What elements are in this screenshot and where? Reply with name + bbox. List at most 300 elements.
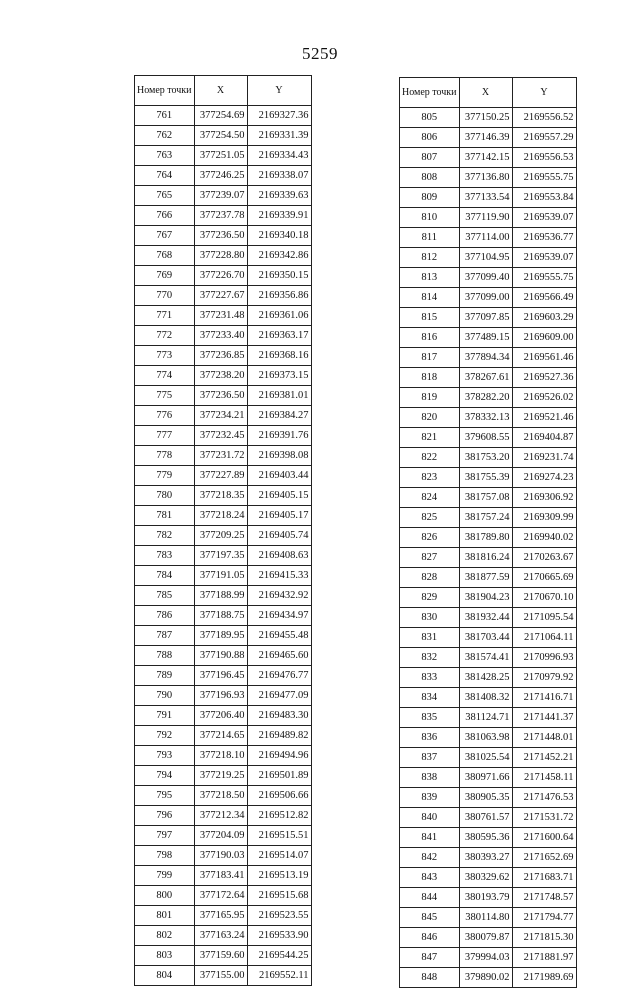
table-row — [400, 448, 577, 468]
y-coordinate-cell: 2169231.74 — [512, 448, 576, 468]
y-coordinate-cell: 2169334.43 — [247, 146, 311, 166]
x-coordinate-cell: 377183.41 — [194, 866, 247, 886]
x-coordinate-cell: 377133.54 — [459, 188, 512, 208]
table-row — [135, 286, 312, 306]
table-row — [135, 546, 312, 566]
table-row — [135, 746, 312, 766]
table-row — [400, 368, 577, 388]
y-coordinate-cell: 2171448.01 — [512, 728, 576, 748]
table-row — [135, 306, 312, 326]
point-number-cell: 841 — [400, 828, 460, 848]
y-coordinate-cell: 2171683.71 — [512, 868, 576, 888]
x-coordinate-cell: 377190.03 — [194, 846, 247, 866]
table-row — [400, 528, 577, 548]
point-number-cell: 779 — [135, 466, 195, 486]
y-coordinate-cell: 2169455.48 — [247, 626, 311, 646]
point-number-cell: 775 — [135, 386, 195, 406]
point-number-cell: 793 — [135, 746, 195, 766]
table-row — [400, 708, 577, 728]
point-number-cell: 791 — [135, 706, 195, 726]
x-coordinate-cell: 377218.24 — [194, 506, 247, 526]
x-coordinate-cell: 381124.71 — [459, 708, 512, 728]
x-coordinate-cell: 377236.50 — [194, 386, 247, 406]
point-number-cell: 827 — [400, 548, 460, 568]
x-coordinate-cell: 377099.40 — [459, 268, 512, 288]
point-number-cell: 846 — [400, 928, 460, 948]
y-coordinate-cell: 2170996.93 — [512, 648, 576, 668]
table-row — [135, 126, 312, 146]
point-number-cell: 816 — [400, 328, 460, 348]
y-coordinate-cell: 2171476.53 — [512, 788, 576, 808]
y-coordinate-cell: 2169331.39 — [247, 126, 311, 146]
table-row — [135, 346, 312, 366]
y-coordinate-cell: 2169408.63 — [247, 546, 311, 566]
x-coordinate-cell: 377204.09 — [194, 826, 247, 846]
y-coordinate-cell: 2169555.75 — [512, 268, 576, 288]
y-coordinate-cell: 2169521.46 — [512, 408, 576, 428]
table-row — [135, 526, 312, 546]
point-number-cell: 788 — [135, 646, 195, 666]
point-number-cell: 818 — [400, 368, 460, 388]
x-coordinate-cell: 377188.75 — [194, 606, 247, 626]
y-coordinate-cell: 2169544.25 — [247, 946, 311, 966]
table-row — [400, 148, 577, 168]
table-row — [400, 348, 577, 368]
point-number-cell: 784 — [135, 566, 195, 586]
x-coordinate-cell: 377189.95 — [194, 626, 247, 646]
y-coordinate-cell: 2169465.60 — [247, 646, 311, 666]
point-number-cell: 828 — [400, 568, 460, 588]
table-row — [400, 848, 577, 868]
x-coordinate-cell: 377227.89 — [194, 466, 247, 486]
point-number-cell: 844 — [400, 888, 460, 908]
y-coordinate-cell: 2169539.07 — [512, 208, 576, 228]
point-number-cell: 766 — [135, 206, 195, 226]
y-coordinate-cell: 2171531.72 — [512, 808, 576, 828]
point-number-cell: 761 — [135, 106, 195, 126]
point-number-cell: 799 — [135, 866, 195, 886]
y-coordinate-cell: 2169526.02 — [512, 388, 576, 408]
point-number-cell: 803 — [135, 946, 195, 966]
point-number-cell: 839 — [400, 788, 460, 808]
table-row — [400, 508, 577, 528]
x-coordinate-cell: 381408.32 — [459, 688, 512, 708]
x-coordinate-cell: 377237.78 — [194, 206, 247, 226]
x-coordinate-cell: 379890.02 — [459, 968, 512, 988]
y-coordinate-cell: 2169609.00 — [512, 328, 576, 348]
point-number-cell: 838 — [400, 768, 460, 788]
point-number-cell: 835 — [400, 708, 460, 728]
y-coordinate-cell: 2169556.52 — [512, 108, 576, 128]
point-number-cell: 848 — [400, 968, 460, 988]
table-row — [135, 266, 312, 286]
x-coordinate-cell: 381904.23 — [459, 588, 512, 608]
table-row — [135, 626, 312, 646]
table-row — [400, 668, 577, 688]
x-coordinate-cell: 377232.45 — [194, 426, 247, 446]
y-coordinate-cell: 2171652.69 — [512, 848, 576, 868]
table-row — [400, 688, 577, 708]
table-row — [400, 728, 577, 748]
point-number-cell: 781 — [135, 506, 195, 526]
y-coordinate-cell: 2171815.30 — [512, 928, 576, 948]
x-coordinate-cell: 377206.40 — [194, 706, 247, 726]
point-number-cell: 811 — [400, 228, 460, 248]
y-coordinate-cell: 2169356.86 — [247, 286, 311, 306]
x-coordinate-cell: 377172.64 — [194, 886, 247, 906]
point-number-cell: 783 — [135, 546, 195, 566]
table-row — [400, 608, 577, 628]
x-coordinate-cell: 377251.05 — [194, 146, 247, 166]
y-coordinate-cell: 2171794.77 — [512, 908, 576, 928]
table-row — [400, 748, 577, 768]
table-row — [135, 786, 312, 806]
table-row — [400, 488, 577, 508]
table-row — [135, 726, 312, 746]
x-coordinate-cell: 377489.15 — [459, 328, 512, 348]
point-number-cell: 802 — [135, 926, 195, 946]
point-number-cell: 840 — [400, 808, 460, 828]
y-coordinate-cell: 2169494.96 — [247, 746, 311, 766]
y-coordinate-cell: 2169368.16 — [247, 346, 311, 366]
x-coordinate-cell: 377231.48 — [194, 306, 247, 326]
y-coordinate-cell: 2169515.51 — [247, 826, 311, 846]
point-number-cell: 797 — [135, 826, 195, 846]
table-row — [400, 328, 577, 348]
point-number-cell: 777 — [135, 426, 195, 446]
y-coordinate-cell: 2169373.15 — [247, 366, 311, 386]
point-number-cell: 809 — [400, 188, 460, 208]
point-number-cell: 826 — [400, 528, 460, 548]
table-row — [135, 846, 312, 866]
table-row — [135, 386, 312, 406]
x-coordinate-cell: 377196.93 — [194, 686, 247, 706]
table-header-row — [400, 78, 577, 108]
table-row — [135, 766, 312, 786]
x-coordinate-cell: 377165.95 — [194, 906, 247, 926]
x-coordinate-cell: 377238.20 — [194, 366, 247, 386]
table-row — [400, 388, 577, 408]
x-coordinate-cell: 377136.80 — [459, 168, 512, 188]
table-row — [400, 168, 577, 188]
point-number-cell: 780 — [135, 486, 195, 506]
point-number-cell: 772 — [135, 326, 195, 346]
coordinates-table-left — [134, 75, 312, 986]
y-coordinate-cell: 2169415.33 — [247, 566, 311, 586]
point-number-cell: 767 — [135, 226, 195, 246]
x-coordinate-cell: 380761.57 — [459, 808, 512, 828]
table-row — [135, 926, 312, 946]
point-number-cell: 830 — [400, 608, 460, 628]
point-number-cell: 831 — [400, 628, 460, 648]
table-row — [400, 828, 577, 848]
table-row — [135, 566, 312, 586]
coordinates-table-right — [399, 77, 577, 988]
header-y: Y — [512, 78, 576, 108]
x-coordinate-cell: 377163.24 — [194, 926, 247, 946]
y-coordinate-cell: 2169342.86 — [247, 246, 311, 266]
x-coordinate-cell: 381877.59 — [459, 568, 512, 588]
x-coordinate-cell: 381753.20 — [459, 448, 512, 468]
y-coordinate-cell: 2169361.06 — [247, 306, 311, 326]
table-row — [135, 326, 312, 346]
point-number-cell: 790 — [135, 686, 195, 706]
y-coordinate-cell: 2169527.36 — [512, 368, 576, 388]
point-number-cell: 794 — [135, 766, 195, 786]
y-coordinate-cell: 2169432.92 — [247, 586, 311, 606]
table-row — [400, 768, 577, 788]
x-coordinate-cell: 377228.80 — [194, 246, 247, 266]
point-number-cell: 763 — [135, 146, 195, 166]
table-row — [400, 308, 577, 328]
x-coordinate-cell: 377155.00 — [194, 966, 247, 986]
table-row — [400, 108, 577, 128]
table-row — [400, 568, 577, 588]
x-coordinate-cell: 377104.95 — [459, 248, 512, 268]
y-coordinate-cell: 2169533.90 — [247, 926, 311, 946]
table-body-left — [135, 106, 312, 986]
y-coordinate-cell: 2169340.18 — [247, 226, 311, 246]
x-coordinate-cell: 381574.41 — [459, 648, 512, 668]
y-coordinate-cell: 2171064.11 — [512, 628, 576, 648]
table-body-right — [400, 108, 577, 988]
table-row — [135, 226, 312, 246]
table-row — [400, 968, 577, 988]
y-coordinate-cell: 2169523.55 — [247, 906, 311, 926]
table-row — [400, 628, 577, 648]
point-number-cell: 796 — [135, 806, 195, 826]
y-coordinate-cell: 2170263.67 — [512, 548, 576, 568]
point-number-cell: 833 — [400, 668, 460, 688]
point-number-cell: 845 — [400, 908, 460, 928]
x-coordinate-cell: 377219.25 — [194, 766, 247, 786]
y-coordinate-cell: 2169339.63 — [247, 186, 311, 206]
point-number-cell: 813 — [400, 268, 460, 288]
y-coordinate-cell: 2171452.21 — [512, 748, 576, 768]
x-coordinate-cell: 377894.34 — [459, 348, 512, 368]
point-number-cell: 774 — [135, 366, 195, 386]
table-row — [400, 548, 577, 568]
y-coordinate-cell: 2171441.37 — [512, 708, 576, 728]
y-coordinate-cell: 2169363.17 — [247, 326, 311, 346]
y-coordinate-cell: 2170979.92 — [512, 668, 576, 688]
point-number-cell: 821 — [400, 428, 460, 448]
x-coordinate-cell: 377196.45 — [194, 666, 247, 686]
x-coordinate-cell: 377218.10 — [194, 746, 247, 766]
y-coordinate-cell: 2169555.75 — [512, 168, 576, 188]
y-coordinate-cell: 2169501.89 — [247, 766, 311, 786]
x-coordinate-cell: 377246.25 — [194, 166, 247, 186]
table-row — [135, 446, 312, 466]
x-coordinate-cell: 377233.40 — [194, 326, 247, 346]
point-number-cell: 785 — [135, 586, 195, 606]
table-row — [135, 426, 312, 446]
page-number: 5259 — [302, 44, 338, 63]
y-coordinate-cell: 2169398.08 — [247, 446, 311, 466]
point-number-cell: 795 — [135, 786, 195, 806]
y-coordinate-cell: 2169404.87 — [512, 428, 576, 448]
point-number-cell: 817 — [400, 348, 460, 368]
x-coordinate-cell: 377197.35 — [194, 546, 247, 566]
table-row — [400, 468, 577, 488]
header-x: X — [459, 78, 512, 108]
y-coordinate-cell: 2170665.69 — [512, 568, 576, 588]
point-number-cell: 798 — [135, 846, 195, 866]
table-row — [135, 826, 312, 846]
x-coordinate-cell: 377227.67 — [194, 286, 247, 306]
point-number-cell: 782 — [135, 526, 195, 546]
header-x: X — [194, 76, 247, 106]
y-coordinate-cell: 2169391.76 — [247, 426, 311, 446]
table-row — [135, 906, 312, 926]
table-row — [135, 666, 312, 686]
y-coordinate-cell: 2169556.53 — [512, 148, 576, 168]
y-coordinate-cell: 2169350.15 — [247, 266, 311, 286]
table-row — [135, 246, 312, 266]
x-coordinate-cell: 377119.90 — [459, 208, 512, 228]
y-coordinate-cell: 2169405.74 — [247, 526, 311, 546]
table-row — [135, 466, 312, 486]
y-coordinate-cell: 2171095.54 — [512, 608, 576, 628]
y-coordinate-cell: 2169274.23 — [512, 468, 576, 488]
y-coordinate-cell: 2171989.69 — [512, 968, 576, 988]
x-coordinate-cell: 377254.69 — [194, 106, 247, 126]
table-row — [400, 648, 577, 668]
y-coordinate-cell: 2169381.01 — [247, 386, 311, 406]
table-row — [135, 966, 312, 986]
point-number-cell: 834 — [400, 688, 460, 708]
x-coordinate-cell: 381816.24 — [459, 548, 512, 568]
table-row — [135, 146, 312, 166]
y-coordinate-cell: 2171600.64 — [512, 828, 576, 848]
y-coordinate-cell: 2169384.27 — [247, 406, 311, 426]
x-coordinate-cell: 380114.80 — [459, 908, 512, 928]
point-number-cell: 822 — [400, 448, 460, 468]
x-coordinate-cell: 381789.80 — [459, 528, 512, 548]
x-coordinate-cell: 377214.65 — [194, 726, 247, 746]
y-coordinate-cell: 2169539.07 — [512, 248, 576, 268]
x-coordinate-cell: 377190.88 — [194, 646, 247, 666]
table-row — [400, 248, 577, 268]
table-row — [135, 886, 312, 906]
y-coordinate-cell: 2169553.84 — [512, 188, 576, 208]
y-coordinate-cell: 2169512.82 — [247, 806, 311, 826]
point-number-cell: 769 — [135, 266, 195, 286]
point-number-cell: 773 — [135, 346, 195, 366]
x-coordinate-cell: 377159.60 — [194, 946, 247, 966]
table-row — [400, 268, 577, 288]
point-number-cell: 847 — [400, 948, 460, 968]
x-coordinate-cell: 377097.85 — [459, 308, 512, 328]
x-coordinate-cell: 377254.50 — [194, 126, 247, 146]
table-row — [400, 588, 577, 608]
y-coordinate-cell: 2169327.36 — [247, 106, 311, 126]
table-row — [400, 188, 577, 208]
table-row — [135, 806, 312, 826]
point-number-cell: 806 — [400, 128, 460, 148]
x-coordinate-cell: 377212.34 — [194, 806, 247, 826]
point-number-cell: 812 — [400, 248, 460, 268]
point-number-cell: 836 — [400, 728, 460, 748]
table-row — [135, 366, 312, 386]
point-number-cell: 808 — [400, 168, 460, 188]
y-coordinate-cell: 2169557.29 — [512, 128, 576, 148]
x-coordinate-cell: 377239.07 — [194, 186, 247, 206]
table-row — [135, 206, 312, 226]
point-number-cell: 832 — [400, 648, 460, 668]
x-coordinate-cell: 381025.54 — [459, 748, 512, 768]
point-number-cell: 815 — [400, 308, 460, 328]
y-coordinate-cell: 2169306.92 — [512, 488, 576, 508]
table-row — [400, 408, 577, 428]
table-row — [135, 586, 312, 606]
x-coordinate-cell: 378332.13 — [459, 408, 512, 428]
x-coordinate-cell: 377142.15 — [459, 148, 512, 168]
header-point-number: Номер точки — [135, 76, 195, 106]
point-number-cell: 801 — [135, 906, 195, 926]
y-coordinate-cell: 2169476.77 — [247, 666, 311, 686]
y-coordinate-cell: 2169515.68 — [247, 886, 311, 906]
y-coordinate-cell: 2171458.11 — [512, 768, 576, 788]
x-coordinate-cell: 377191.05 — [194, 566, 247, 586]
point-number-cell: 764 — [135, 166, 195, 186]
point-number-cell: 825 — [400, 508, 460, 528]
y-coordinate-cell: 2169477.09 — [247, 686, 311, 706]
point-number-cell: 786 — [135, 606, 195, 626]
x-coordinate-cell: 381063.98 — [459, 728, 512, 748]
table-row — [400, 948, 577, 968]
point-number-cell: 810 — [400, 208, 460, 228]
point-number-cell: 814 — [400, 288, 460, 308]
y-coordinate-cell: 2169434.97 — [247, 606, 311, 626]
y-coordinate-cell: 2171881.97 — [512, 948, 576, 968]
y-coordinate-cell: 2171416.71 — [512, 688, 576, 708]
x-coordinate-cell: 379608.55 — [459, 428, 512, 448]
y-coordinate-cell: 2169566.49 — [512, 288, 576, 308]
x-coordinate-cell: 380905.35 — [459, 788, 512, 808]
y-coordinate-cell: 2169309.99 — [512, 508, 576, 528]
point-number-cell: 789 — [135, 666, 195, 686]
header-y: Y — [247, 76, 311, 106]
x-coordinate-cell: 377150.25 — [459, 108, 512, 128]
x-coordinate-cell: 377114.00 — [459, 228, 512, 248]
x-coordinate-cell: 381703.44 — [459, 628, 512, 648]
y-coordinate-cell: 2169339.91 — [247, 206, 311, 226]
point-number-cell: 843 — [400, 868, 460, 888]
point-number-cell: 807 — [400, 148, 460, 168]
y-coordinate-cell: 2169338.07 — [247, 166, 311, 186]
table-row — [400, 788, 577, 808]
y-coordinate-cell: 2169405.17 — [247, 506, 311, 526]
point-number-cell: 805 — [400, 108, 460, 128]
y-coordinate-cell: 2169483.30 — [247, 706, 311, 726]
point-number-cell: 829 — [400, 588, 460, 608]
table-row — [400, 868, 577, 888]
table-row — [135, 706, 312, 726]
x-coordinate-cell: 381755.39 — [459, 468, 512, 488]
table-row — [135, 866, 312, 886]
y-coordinate-cell: 2169536.77 — [512, 228, 576, 248]
y-coordinate-cell: 2169403.44 — [247, 466, 311, 486]
x-coordinate-cell: 380393.27 — [459, 848, 512, 868]
point-number-cell: 842 — [400, 848, 460, 868]
y-coordinate-cell: 2169514.07 — [247, 846, 311, 866]
table-row — [400, 808, 577, 828]
table-row — [135, 186, 312, 206]
table-row — [400, 288, 577, 308]
table-row — [135, 406, 312, 426]
y-coordinate-cell: 2170670.10 — [512, 588, 576, 608]
